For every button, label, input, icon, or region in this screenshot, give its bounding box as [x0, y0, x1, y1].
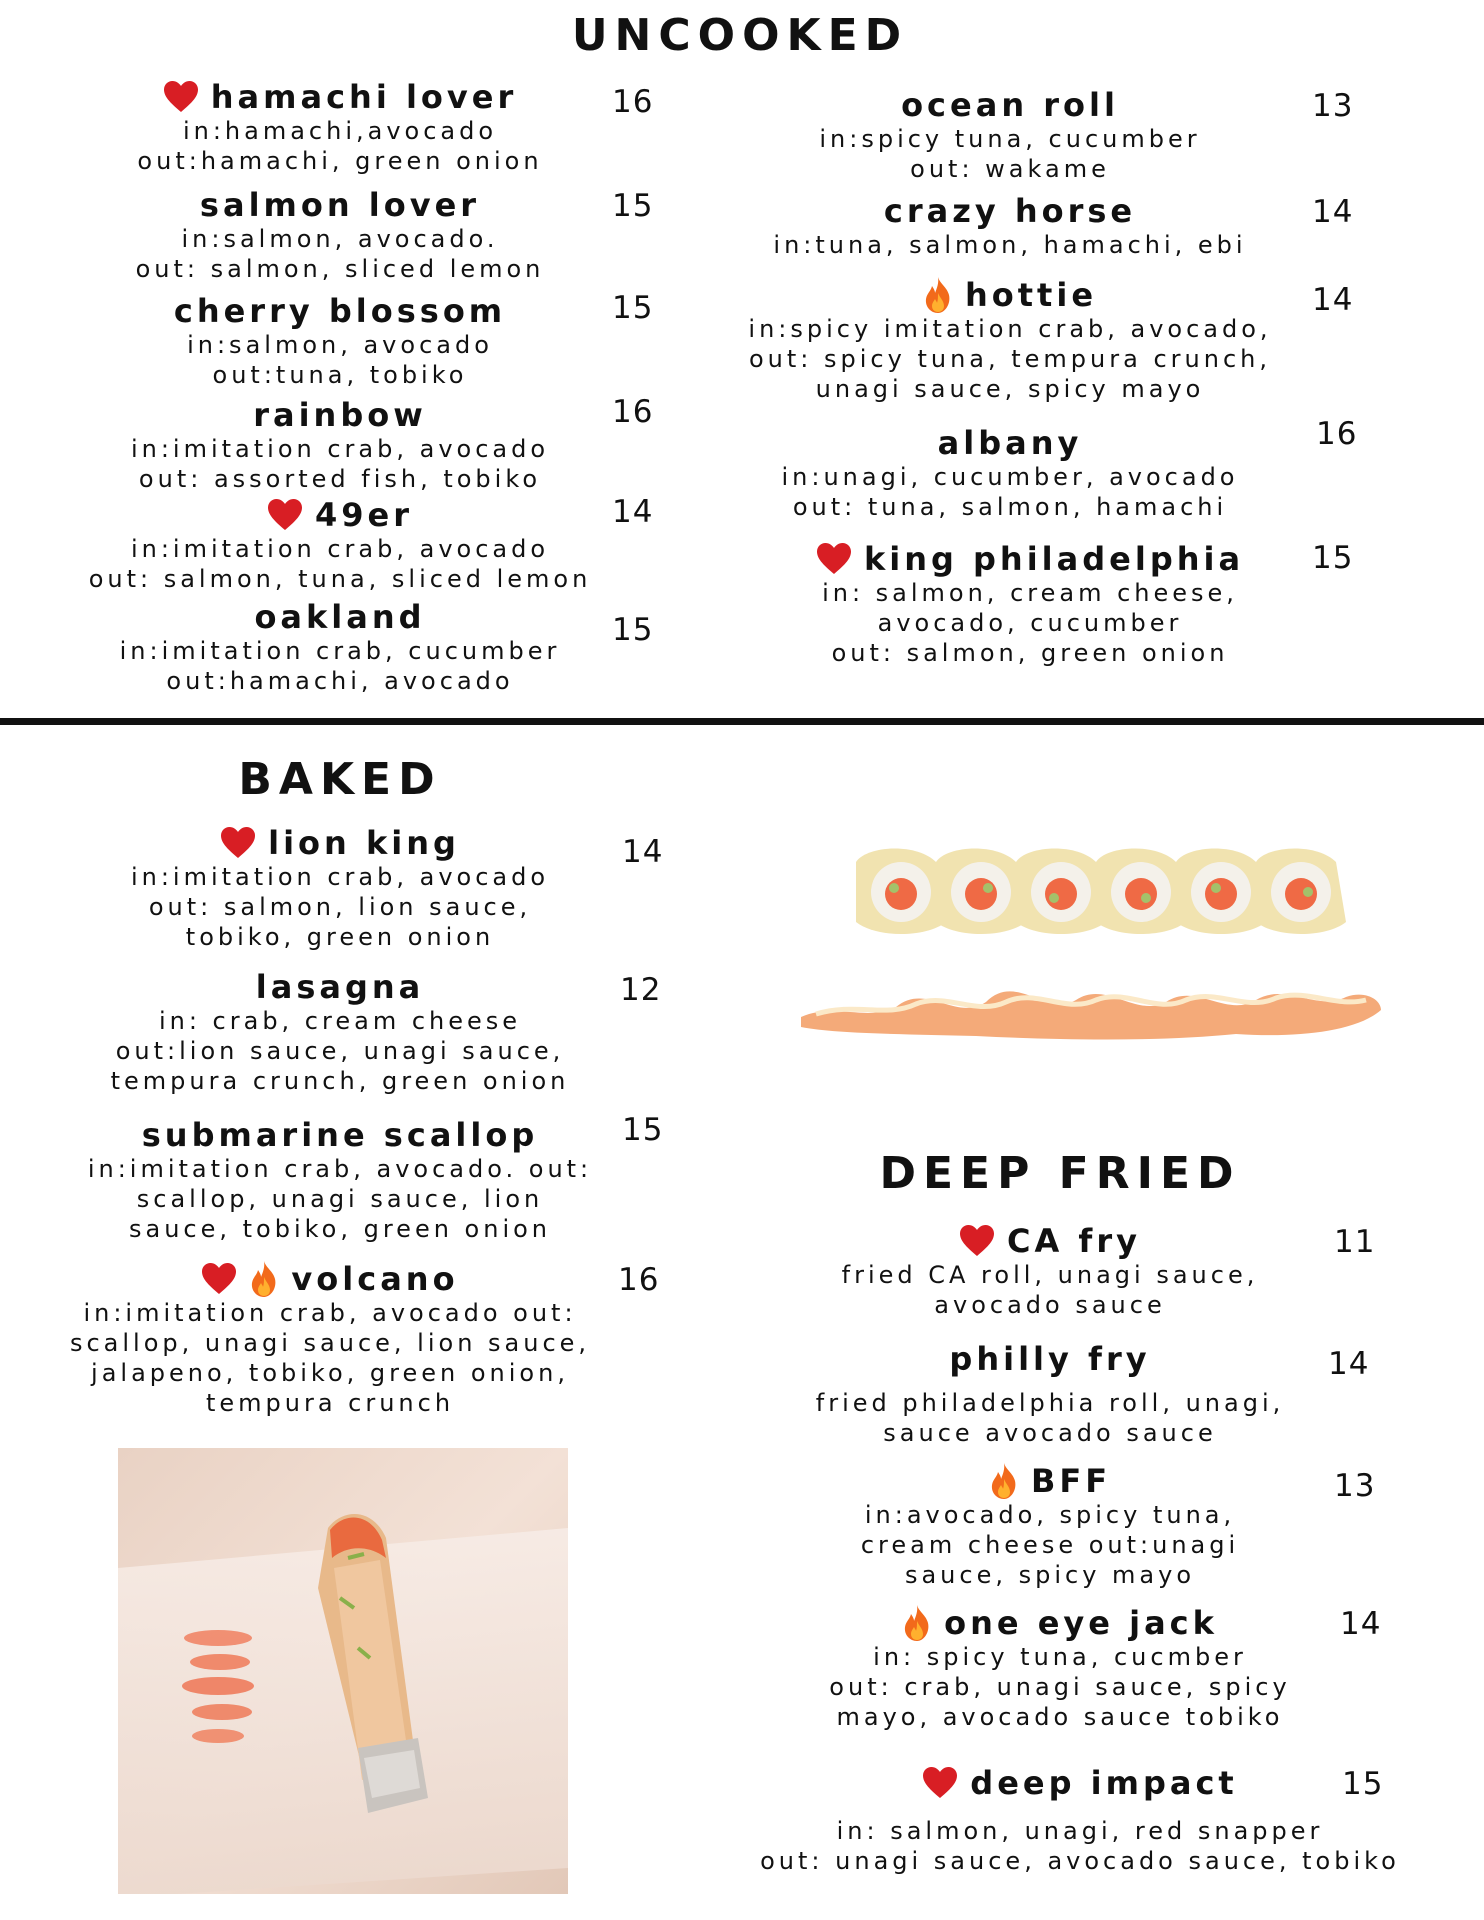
- section-title-deep-fried: DEEP FRIED: [879, 1148, 1241, 1199]
- item-description: scallop, unagi sauce, lion: [136, 1185, 544, 1213]
- item-name: ocean roll: [901, 86, 1119, 124]
- flame-icon: [249, 1260, 279, 1298]
- heart-icon: [220, 826, 256, 860]
- item-description: in:spicy tuna, cucumber: [819, 125, 1201, 153]
- menu-item-cherry-blossom: [90, 292, 590, 390]
- item-name: deep impact: [970, 1764, 1238, 1802]
- menu-item-salmon-lover: [90, 186, 590, 284]
- item-description: avocado, cucumber: [877, 609, 1183, 637]
- item-price: 16: [1316, 416, 1358, 452]
- item-description: in:hamachi,avocado: [182, 117, 498, 145]
- heart-icon: [163, 80, 199, 114]
- item-description: sauce, tobiko, green onion: [128, 1215, 552, 1243]
- heart-icon: [267, 498, 303, 532]
- item-name: lion king: [268, 824, 460, 862]
- heart-icon: [201, 1262, 237, 1296]
- menu-item-one-eye-jack: [800, 1604, 1320, 1732]
- item-name: cherry blossom: [173, 292, 507, 330]
- item-description: in: spicy tuna, cucmber: [873, 1643, 1247, 1671]
- flame-icon: [923, 276, 953, 314]
- heart-icon: [816, 542, 852, 576]
- item-price: 12: [620, 972, 662, 1008]
- item-name: CA fry: [1007, 1222, 1141, 1260]
- item-price: 14: [1312, 194, 1354, 230]
- menu-item-ca-fry: [800, 1222, 1300, 1320]
- item-description: sauce avocado sauce: [883, 1419, 1217, 1447]
- item-description: in: salmon, unagi, red snapper: [836, 1817, 1324, 1845]
- item-description: in:unagi, cucumber, avocado: [781, 463, 1239, 491]
- item-description: in: salmon, cream cheese,: [822, 579, 1238, 607]
- item-description: tempura crunch, green onion: [110, 1067, 570, 1095]
- item-price: 14: [1312, 282, 1354, 318]
- menu-item-oakland: [90, 598, 590, 696]
- baked-rolls-photo: [796, 842, 1386, 1052]
- item-description: out:lion sauce, unagi sauce,: [115, 1037, 565, 1065]
- item-description: out: spicy tuna, tempura crunch,: [749, 345, 1271, 373]
- menu-item-albany: [760, 424, 1260, 522]
- item-description: in:tuna, salmon, hamachi, ebi: [773, 231, 1247, 259]
- item-description: in:imitation crab, avocado out:: [83, 1299, 577, 1327]
- item-name: hamachi lover: [210, 78, 518, 116]
- item-name: salmon lover: [199, 186, 481, 224]
- item-description: sauce, spicy mayo: [904, 1561, 1196, 1589]
- item-name: albany: [937, 424, 1083, 462]
- item-name: king philadelphia: [863, 540, 1245, 578]
- item-description: in:salmon, avocado: [187, 331, 493, 359]
- section-title-uncooked: UNCOOKED: [571, 10, 909, 61]
- item-name: lasagna: [255, 968, 425, 1006]
- item-description: in:imitation crab, cucumber: [119, 637, 561, 665]
- item-description: fried CA roll, unagi sauce,: [841, 1261, 1259, 1289]
- item-description: in:imitation crab, avocado: [130, 535, 550, 563]
- section-divider: [0, 718, 1484, 725]
- item-price: 13: [1312, 88, 1354, 124]
- menu-item-submarine-scallop: [60, 1116, 620, 1244]
- item-price: 14: [612, 494, 654, 530]
- item-description: in:avocado, spicy tuna,: [864, 1501, 1236, 1529]
- menu-item-lasagna: [90, 968, 590, 1096]
- item-name: BFF: [1030, 1462, 1112, 1500]
- item-name: hottie: [964, 276, 1098, 314]
- item-name: rainbow: [253, 396, 427, 434]
- item-description: out: salmon, tuna, sliced lemon: [88, 565, 592, 593]
- item-price: 15: [612, 290, 654, 326]
- item-description: jalapeno, tobiko, green onion,: [91, 1359, 569, 1387]
- item-name: volcano: [291, 1260, 459, 1298]
- item-name: submarine scallop: [141, 1116, 539, 1154]
- item-price: 14: [1328, 1346, 1370, 1382]
- item-name: philly fry: [949, 1340, 1151, 1378]
- menu-item-volcano: [50, 1260, 610, 1418]
- item-price: 15: [612, 612, 654, 648]
- item-description: out: salmon, lion sauce,: [148, 893, 532, 921]
- menu-item-ocean-roll: [760, 86, 1260, 184]
- flame-icon: [902, 1604, 932, 1642]
- item-description: scallop, unagi sauce, lion sauce,: [69, 1329, 591, 1357]
- menu-item-hottie: [740, 276, 1280, 404]
- item-description: in:spicy imitation crab, avocado,: [748, 315, 1272, 343]
- item-price: 11: [1334, 1224, 1376, 1260]
- item-description: mayo, avocado sauce tobiko: [836, 1703, 1284, 1731]
- item-price: 16: [618, 1262, 660, 1298]
- item-description: out: salmon, sliced lemon: [135, 255, 545, 283]
- item-description: in:imitation crab, avocado. out:: [87, 1155, 593, 1183]
- item-description: fried philadelphia roll, unagi,: [815, 1389, 1285, 1417]
- item-price: 14: [622, 834, 664, 870]
- menu-item-deep-impact: [740, 1764, 1420, 1876]
- item-description: avocado sauce: [934, 1291, 1166, 1319]
- item-description: out: salmon, green onion: [831, 639, 1229, 667]
- item-description: cream cheese out:unagi: [860, 1531, 1240, 1559]
- item-description: tobiko, green onion: [185, 923, 495, 951]
- item-name: crazy horse: [883, 192, 1137, 230]
- menu-item-crazy-horse: [760, 192, 1260, 260]
- item-price: 15: [1312, 540, 1354, 576]
- item-name: one eye jack: [944, 1604, 1218, 1642]
- item-description: unagi sauce, spicy mayo: [815, 375, 1205, 403]
- menu-item-philly-fry: [800, 1340, 1300, 1448]
- item-description: out: crab, unagi sauce, spicy: [829, 1673, 1291, 1701]
- item-description: in: crab, cream cheese: [158, 1007, 522, 1035]
- item-description: out:tuna, tobiko: [212, 361, 468, 389]
- item-description: in:salmon, avocado.: [181, 225, 499, 253]
- menu-item-lion-king: [90, 824, 590, 952]
- item-description: out: unagi sauce, avocado sauce, tobiko: [760, 1847, 1400, 1875]
- heart-icon: [922, 1766, 958, 1800]
- item-description: out: assorted fish, tobiko: [138, 465, 542, 493]
- item-price: 15: [1342, 1766, 1384, 1802]
- heart-icon: [959, 1224, 995, 1258]
- item-description: out: tuna, salmon, hamachi: [792, 493, 1228, 521]
- item-description: in:imitation crab, avocado: [130, 435, 550, 463]
- menu-item-49er: [80, 496, 600, 594]
- item-description: tempura crunch: [205, 1389, 455, 1417]
- sushi-roll-plate-photo: [118, 1448, 568, 1894]
- item-price: 16: [612, 394, 654, 430]
- item-description: out: wakame: [910, 155, 1110, 183]
- menu-item-hamachi-lover: [90, 78, 590, 176]
- menu-item-bff: [800, 1462, 1300, 1590]
- section-title-baked: BAKED: [238, 754, 442, 805]
- item-name: 49er: [314, 496, 413, 534]
- menu-item-rainbow: [90, 396, 590, 494]
- menu-item-king-philadelphia: [770, 540, 1290, 668]
- item-price: 15: [622, 1112, 664, 1148]
- item-price: 16: [612, 84, 654, 120]
- item-price: 15: [612, 188, 654, 224]
- item-description: in:imitation crab, avocado: [130, 863, 550, 891]
- flame-icon: [989, 1462, 1019, 1500]
- item-price: 13: [1334, 1468, 1376, 1504]
- item-price: 14: [1340, 1606, 1382, 1642]
- item-description: out:hamachi, avocado: [166, 667, 514, 695]
- item-description: out:hamachi, green onion: [137, 147, 543, 175]
- item-name: oakland: [254, 598, 426, 636]
